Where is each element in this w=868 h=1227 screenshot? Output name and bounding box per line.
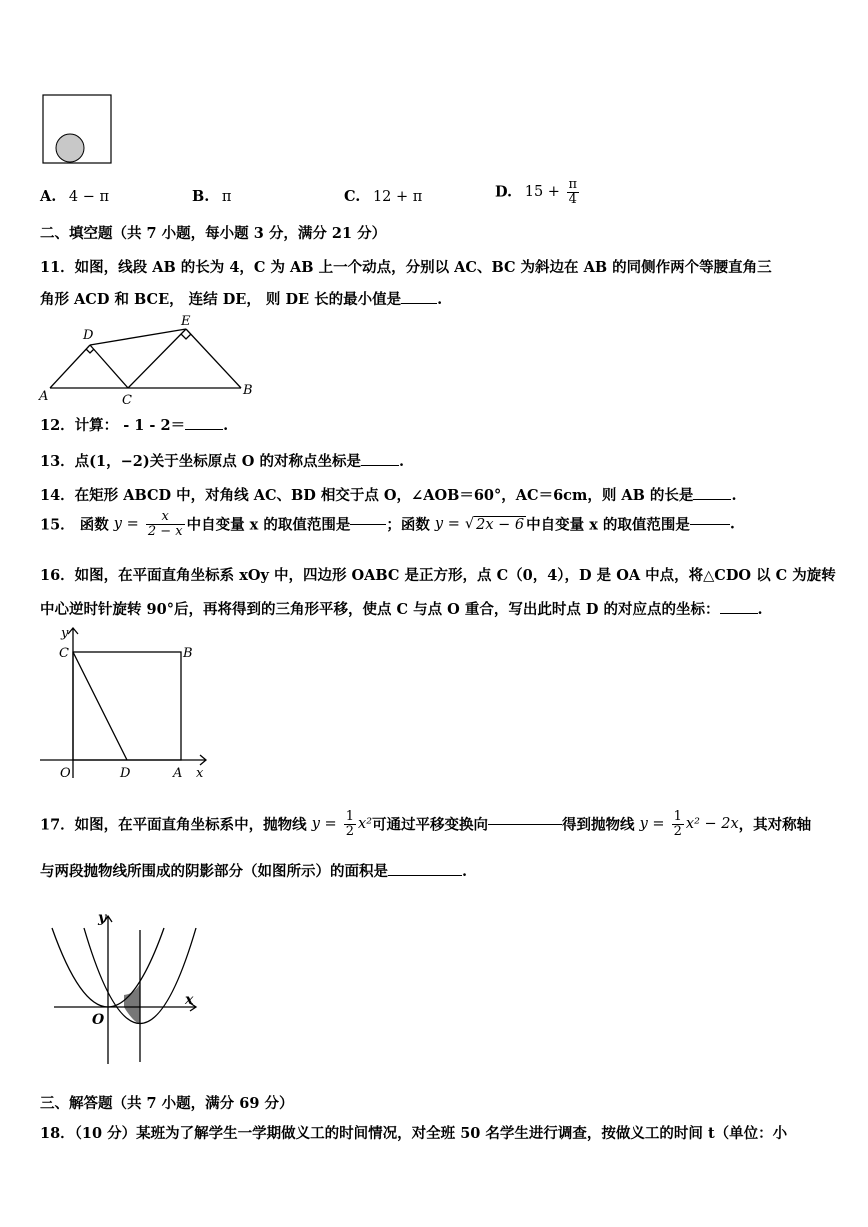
q11-line1: 11．如图，线段 AB 的长为 4，C 为 AB 上一个动点，分别以 AC、BC 为斜边在 AB 的同侧作两个等腰直角三 <box>40 259 772 276</box>
label-x: x <box>185 992 194 1008</box>
q16-line2: 中心逆时针旋转 90°后，再将得到的三角形平移，使点 C 与点 O 重合，写出此时点 D 的对应点的坐标： . <box>40 601 763 618</box>
q17-figure <box>44 906 204 1066</box>
segment-cd <box>73 652 127 760</box>
q17-line1: 17．如图，在平面直角坐标系中，抛物线 y = $\frac{1}{2}$ x²可通过平移变换向 得到抛物线 y = $\frac{1}{2}$ x² − 2x，其对称轴 <box>40 809 812 839</box>
label-y: y <box>61 626 69 641</box>
label-y: y <box>98 910 107 926</box>
q12: 12．计算： - 1 - 2＝ . <box>40 417 229 434</box>
option-a-value: 4 − π <box>68 189 110 205</box>
label-o: O <box>92 1012 105 1028</box>
option-b: B. π <box>192 188 232 205</box>
option-c: C. 12 + π <box>344 188 423 205</box>
segment-de <box>90 329 186 345</box>
section3-title: 三、解答题（共 7 小题，满分 69 分） <box>40 1095 294 1112</box>
label-b: B <box>243 383 253 398</box>
q16-line1: 16．如图，在平面直角坐标系 xOy 中，四边形 OABC 是正方形，点 C（0，4），D 是 OA 中点，将△CDO 以 C 为旋转 <box>40 567 836 584</box>
q15: 15． 函数 y = $\frac{x}{2 - x}$ 中自变量 x 的取值范围是 ；函数 y = √ 2x − 6 中自变量 x 的取值范围是 . <box>40 509 735 539</box>
q18: 18．（10 分）某班为了解学生一学期做义工的时间情况，对全班 50 名学生进行调查，按做义工的时间 t（单位：小 <box>40 1125 788 1142</box>
right-angle-e <box>181 334 191 339</box>
q11-line2: 角形 ACD 和 BCE， 连结 DE， 则 DE 长的最小值是 . <box>40 291 443 308</box>
square-oabc <box>73 652 181 760</box>
label-x: x <box>196 766 204 781</box>
label-e: E <box>181 314 191 329</box>
q10-figure <box>42 94 114 166</box>
q11-figure <box>36 312 266 408</box>
label-d: D <box>120 766 131 781</box>
segment-eb <box>186 329 241 388</box>
q10-options <box>40 188 109 205</box>
q16-figure <box>38 620 218 785</box>
option-d: D. 15 + $\frac{\pi}{4}$ <box>495 177 578 207</box>
q13: 13．点(1，−2)关于坐标原点 O 的对称点坐标是 . <box>40 453 405 470</box>
label-c: C <box>59 646 69 661</box>
segment-ad <box>50 345 90 388</box>
option-a-label: A. <box>40 188 57 205</box>
section2-title: 二、填空题（共 7 小题，每小题 3 分，满分 21 分） <box>40 225 387 242</box>
q14: 14．在矩形 ABCD 中，对角线 AC、BD 相交于点 O，∠AOB＝60°，AC＝6cm，则 AB 的长是 . <box>40 487 737 504</box>
label-o: O <box>60 766 71 781</box>
label-a: A <box>173 766 183 781</box>
label-a: A <box>39 389 49 404</box>
q10-circle <box>56 134 84 162</box>
label-d: D <box>83 328 94 343</box>
q17-line2: 与两段抛物线所围成的阴影部分（如图所示）的面积是 . <box>40 863 468 880</box>
segment-dc <box>90 345 128 388</box>
right-angle-d <box>86 349 94 353</box>
label-b: B <box>183 646 193 661</box>
label-c: C <box>122 393 132 408</box>
